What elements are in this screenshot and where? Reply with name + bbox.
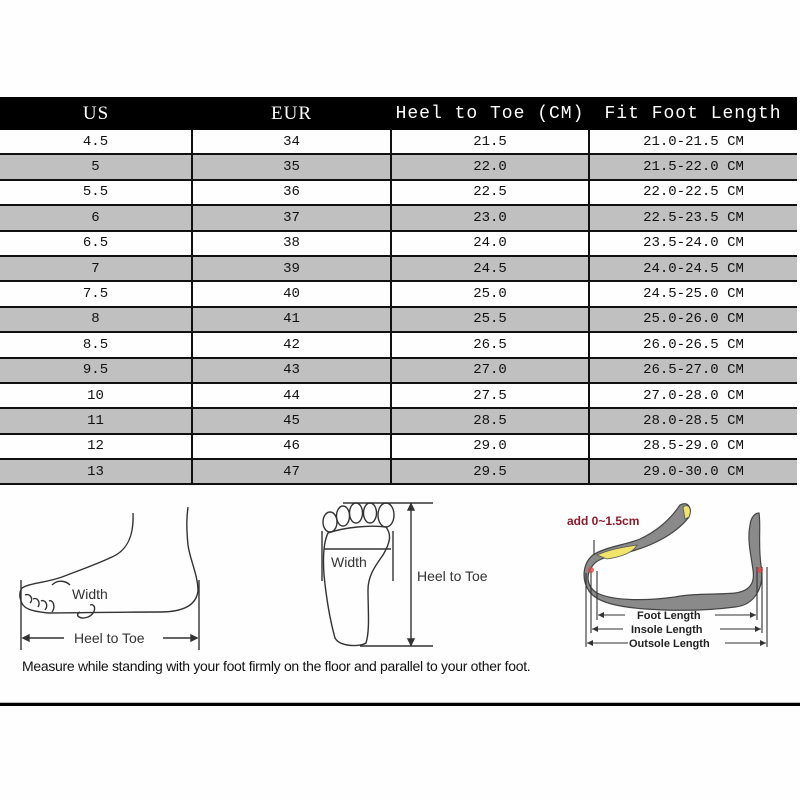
side-foot-outline-icon xyxy=(20,507,198,613)
table-body xyxy=(0,130,797,484)
cell-fit-foot-length: 25.0-26.0 CM xyxy=(589,307,797,332)
table-row xyxy=(0,434,797,459)
shoe-measurement-diagram xyxy=(555,495,800,660)
sole-foot-width-label: Width xyxy=(331,554,367,570)
sole-foot-length-label: Heel to Toe xyxy=(417,568,488,584)
cell-fit-foot-length: 23.5-24.0 CM xyxy=(589,231,797,256)
cell-heel-to-toe: 27.5 xyxy=(391,383,589,408)
cell-eur: 38 xyxy=(192,231,391,256)
cell-fit-foot-length: 24.5-25.0 CM xyxy=(589,281,797,306)
cell-us: 10 xyxy=(0,383,192,408)
table-row xyxy=(0,383,797,408)
cell-heel-to-toe: 29.5 xyxy=(391,459,589,484)
cell-eur: 47 xyxy=(192,459,391,484)
cell-heel-to-toe: 28.5 xyxy=(391,408,589,433)
table-row xyxy=(0,332,797,357)
cell-heel-to-toe: 21.5 xyxy=(391,130,589,154)
cell-eur: 35 xyxy=(192,154,391,179)
cell-fit-foot-length: 27.0-28.0 CM xyxy=(589,383,797,408)
side-foot-diagram xyxy=(0,495,270,660)
table-row xyxy=(0,358,797,383)
table-row xyxy=(0,307,797,332)
cell-heel-to-toe: 27.0 xyxy=(391,358,589,383)
cell-eur: 42 xyxy=(192,332,391,357)
foot-length-label: Foot Length xyxy=(637,610,701,622)
cell-eur: 40 xyxy=(192,281,391,306)
cell-heel-to-toe: 26.5 xyxy=(391,332,589,357)
cell-eur: 37 xyxy=(192,205,391,230)
cell-us: 6 xyxy=(0,205,192,230)
cell-fit-foot-length: 21.0-21.5 CM xyxy=(589,130,797,154)
cell-fit-foot-length: 22.0-22.5 CM xyxy=(589,180,797,205)
table-row xyxy=(0,180,797,205)
side-foot-width-label: Width xyxy=(72,586,108,602)
shoe-allowance-label: add 0~1.5cm xyxy=(567,514,640,528)
cell-heel-to-toe: 24.5 xyxy=(391,256,589,281)
table-header-row xyxy=(0,97,797,130)
cell-heel-to-toe: 22.5 xyxy=(391,180,589,205)
header-heel-to-toe: Heel to Toe (CM) xyxy=(391,97,589,130)
sole-foot-diagram xyxy=(290,495,530,660)
cell-fit-foot-length: 26.0-26.5 CM xyxy=(589,332,797,357)
cell-heel-to-toe: 24.0 xyxy=(391,231,589,256)
cell-heel-to-toe: 22.0 xyxy=(391,154,589,179)
cell-fit-foot-length: 24.0-24.5 CM xyxy=(589,256,797,281)
foot-sole-outline-icon xyxy=(323,526,389,645)
cell-eur: 36 xyxy=(192,180,391,205)
cell-us: 12 xyxy=(0,434,192,459)
outsole-length-label: Outsole Length xyxy=(629,638,710,650)
cell-eur: 39 xyxy=(192,256,391,281)
cell-us: 5.5 xyxy=(0,180,192,205)
cell-eur: 34 xyxy=(192,130,391,154)
side-foot-length-label: Heel to Toe xyxy=(74,630,145,646)
cell-us: 8 xyxy=(0,307,192,332)
cell-fit-foot-length: 29.0-30.0 CM xyxy=(589,459,797,484)
cell-us: 7 xyxy=(0,256,192,281)
cell-fit-foot-length: 28.0-28.5 CM xyxy=(589,408,797,433)
header-eur: EUR xyxy=(192,97,391,130)
cell-eur: 46 xyxy=(192,434,391,459)
cell-eur: 45 xyxy=(192,408,391,433)
insole-length-label: Insole Length xyxy=(631,624,703,636)
cell-heel-to-toe: 23.0 xyxy=(391,205,589,230)
table-row xyxy=(0,459,797,484)
cell-us: 5 xyxy=(0,154,192,179)
table-row xyxy=(0,281,797,306)
table-row xyxy=(0,408,797,433)
measurement-instruction: Measure while standing with your foot firmly on the floor and parallel to your other foot. xyxy=(22,658,531,674)
cell-us: 11 xyxy=(0,408,192,433)
table-row xyxy=(0,231,797,256)
cell-heel-to-toe: 25.5 xyxy=(391,307,589,332)
cell-us: 7.5 xyxy=(0,281,192,306)
cell-eur: 44 xyxy=(192,383,391,408)
size-chart-table xyxy=(0,97,797,485)
cell-us: 13 xyxy=(0,459,192,484)
cell-fit-foot-length: 22.5-23.5 CM xyxy=(589,205,797,230)
cell-fit-foot-length: 28.5-29.0 CM xyxy=(589,434,797,459)
cell-us: 8.5 xyxy=(0,332,192,357)
cell-us: 4.5 xyxy=(82,133,109,150)
cell-fit-foot-length: 26.5-27.0 CM xyxy=(589,358,797,383)
table-row xyxy=(0,154,797,179)
cell-heel-to-toe: 25.0 xyxy=(391,281,589,306)
divider-rule xyxy=(0,702,800,706)
header-us: US xyxy=(0,97,192,130)
table-row xyxy=(0,205,797,230)
cell-us: 9.5 xyxy=(0,358,192,383)
cell-us: 6.5 xyxy=(0,231,192,256)
cell-eur: 41 xyxy=(192,307,391,332)
table-row xyxy=(0,130,797,154)
cell-fit-foot-length: 21.5-22.0 CM xyxy=(589,154,797,179)
table-row xyxy=(0,256,797,281)
cell-heel-to-toe: 29.0 xyxy=(391,434,589,459)
cell-eur: 43 xyxy=(192,358,391,383)
header-fit-foot-length: Fit Foot Length xyxy=(589,97,797,130)
